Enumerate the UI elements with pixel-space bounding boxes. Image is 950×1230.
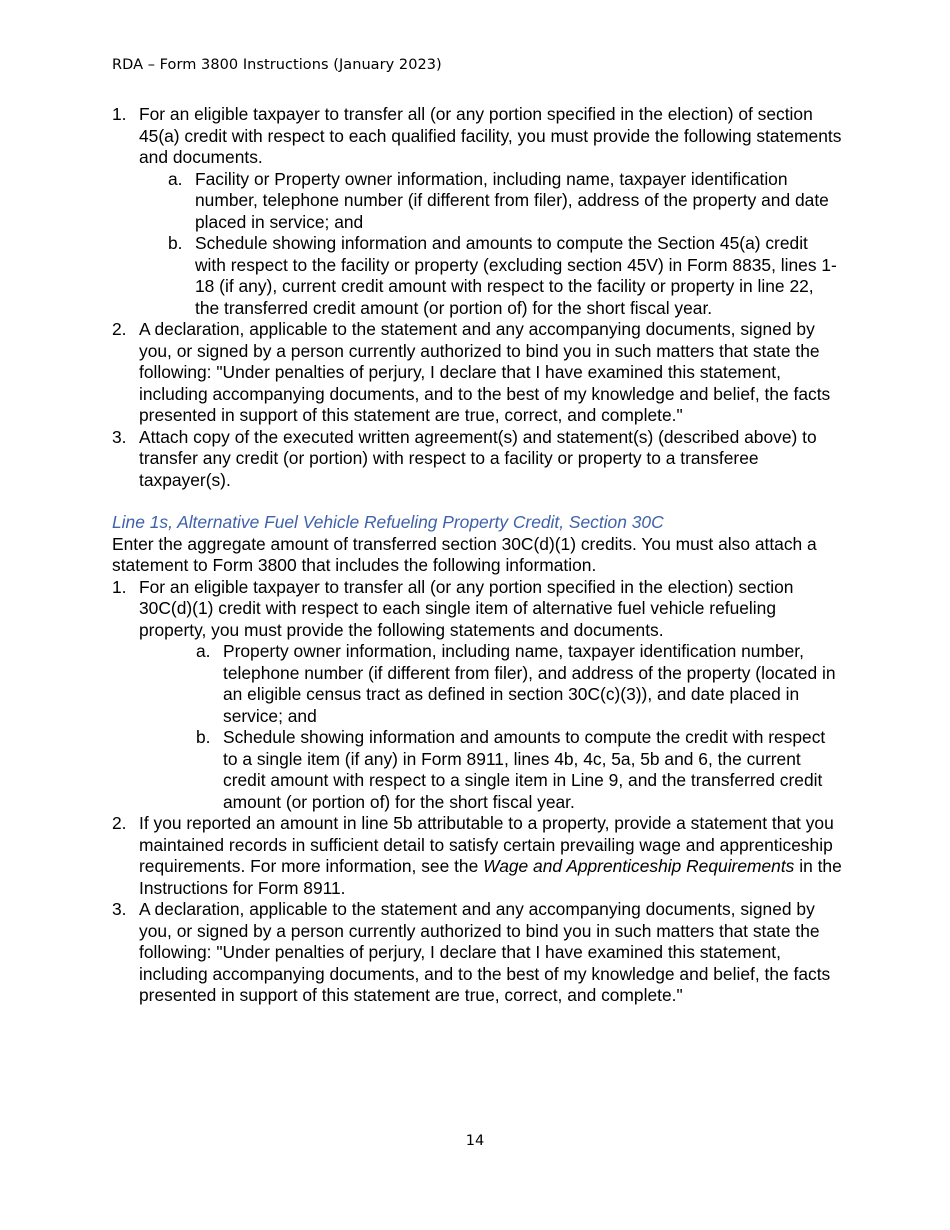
section-heading: Line 1s, Alternative Fuel Vehicle Refueling Property Credit, Section 30C: [112, 512, 664, 532]
list-text: For an eligible taxpayer to transfer all (or any portion specified in the election) of section 45(a) credit with respect to each qualified facility, you must provide the following statements and documents.: [139, 104, 842, 167]
list1-item-2: [112, 319, 842, 427]
list-text-start: If you reported an amount in line 5b attributable to a property, provide a statement that you maintained records in sufficient detail to satisfy certain prevailing wage and apprenticeship requirements. For more information, see the: [139, 813, 834, 876]
list-letter: a.: [196, 641, 211, 661]
list-text: Schedule showing information and amounts to compute the credit with respect to a single item (if any) in Form 8911, lines 4b, 4c, 5a, 5b and 6, the current credit amount with respect to a single item in Line 9, and the transferred credit amount (or portion of) for the short fiscal year.: [223, 727, 826, 812]
list-number: 1.: [112, 104, 127, 124]
list-text: Property owner information, including name, taxpayer identification number, telephone number (if different from filer), and address of the property (located in an eligible census tract as defined in section 30C(c)(3)), and date placed in service; and: [223, 641, 836, 726]
list-number: 3.: [112, 899, 127, 919]
list-text: A declaration, applicable to the statement and any accompanying documents, signed by you, or signed by a person currently authorized to bind you in such matters that state the following: "Under penalties of perjury, I declare that I have examined this statement, including accompanying documents, and to the best of my knowledge and belief, the facts presented in support of this statement are true, correct, and complete.": [139, 319, 831, 425]
list-number: 2.: [112, 319, 127, 339]
list1-item-3: [112, 427, 842, 492]
list2-item-3: [112, 899, 842, 1007]
list-letter: a.: [168, 168, 183, 189]
list-text: Facility or Property owner information, including name, taxpayer identification number, telephone number (if different from filer), address of the property and date placed in service; and: [195, 168, 829, 232]
list1-subitem-a: [112, 169, 842, 234]
list2-subitem-a: [112, 641, 842, 727]
page-number: 14: [465, 1133, 485, 1149]
list-text: Schedule showing information and amounts to compute the Section 45(a) credit with respect to the facility or property (excluding section 45V) in Form 8835, lines 1-18 (if any), current credit amount with respect to the facility or property in line 22, the transferred credit amount (or portion of) for the short fiscal year.: [195, 233, 837, 318]
list-letter: b.: [196, 727, 211, 747]
list-letter: b.: [168, 233, 183, 253]
list2-item-1: [112, 577, 842, 642]
document-body: [112, 104, 842, 1007]
list-text: For an eligible taxpayer to transfer all (or any portion specified in the election) section 30C(d)(1) credit with respect to each single item of alternative fuel vehicle refueling property, you must provide the following statements and documents.: [139, 576, 794, 640]
list-text-italic: Wage and Apprenticeship Requirements: [483, 856, 795, 876]
list-text: Attach copy of the executed written agreement(s) and statement(s) (described above) to transfer any credit (or portion) with respect to a facility or property to a transferee taxpayer(s).: [139, 426, 817, 490]
list-text: A declaration, applicable to the statement and any accompanying documents, signed by you, or signed by a person currently authorized to bind you in such matters that state the following: "Under penalties of perjury, I declare that I have examined this statement, including accompanying documents, and to the best of my knowledge and belief, the facts presented in support of this statement are true, correct, and complete.": [139, 899, 831, 1005]
list-number: 3.: [112, 426, 127, 447]
page-header: RDA – Form 3800 Instructions (January 2023): [112, 57, 442, 73]
section-intro: Enter the aggregate amount of transferred section 30C(d)(1) credits. You must also attach a statement to Form 3800 that includes the following information.: [112, 533, 817, 575]
list2-item-2: [112, 813, 842, 899]
list-text-end: in the Instructions for Form 8911.: [139, 856, 842, 898]
list2-subitem-b: [112, 727, 842, 813]
list1-subitem-b: [112, 233, 842, 319]
list-number: 1.: [112, 576, 127, 597]
list-number: 2.: [112, 813, 127, 833]
list1-item-1: [112, 104, 842, 169]
